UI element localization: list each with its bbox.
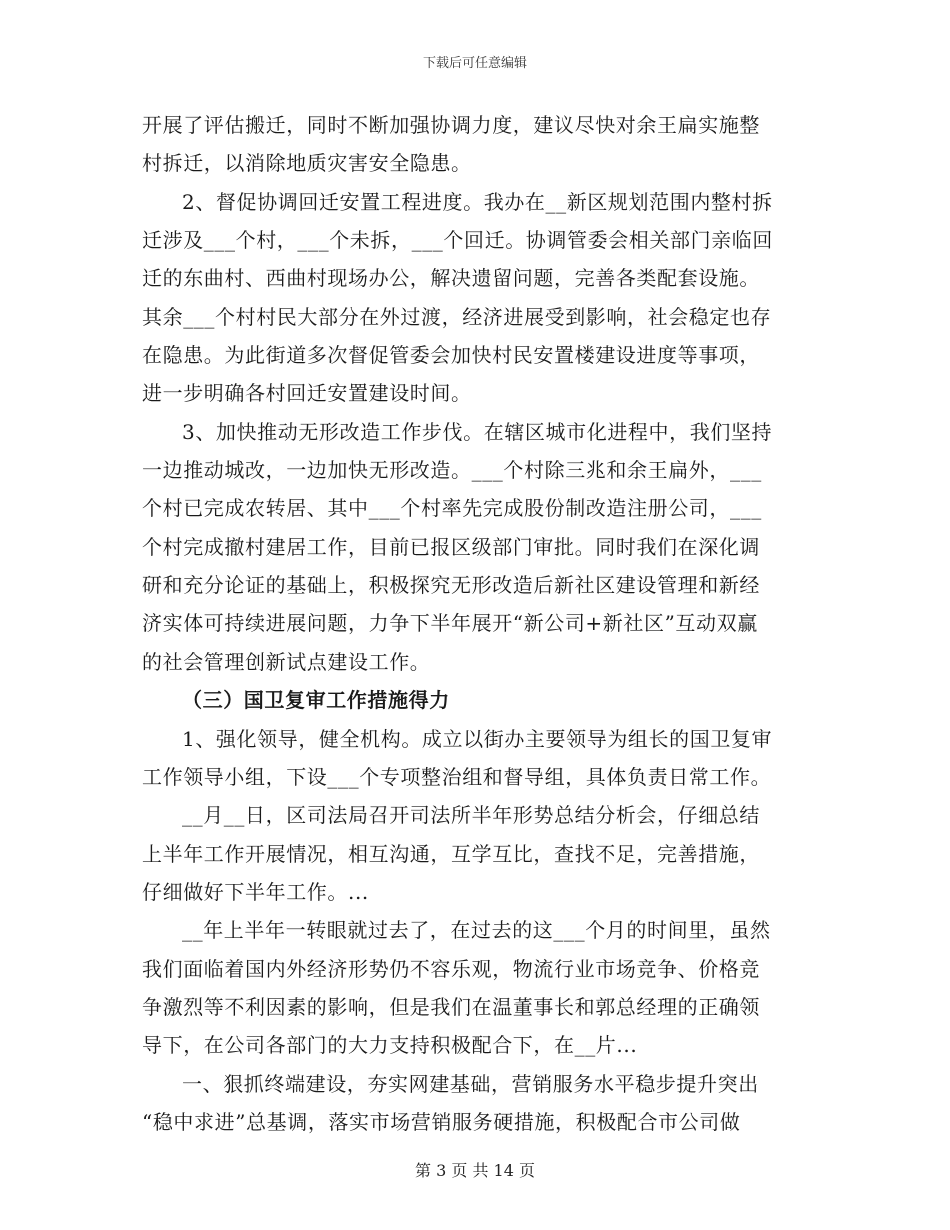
text-line: __月__日，区司法局召开司法所半年形势总结分析会，仔细总结 [182,803,760,828]
document-body [142,106,814,1141]
text-line: __年上半年一转眼就过去了，在过去的这___个月的时间里，虽然 [182,918,771,943]
text-line: 村拆迁，以消除地质灾害安全隐患。 [142,151,472,176]
text-line: 导下，在公司各部门的大力支持积极配合下，在__片... [142,1033,638,1058]
text-line: 进一步明确各村回迁安置建设时间。 [142,381,472,406]
section-heading: （三）国卫复审工作措施得力 [182,688,450,713]
text-line: 1、强化领导，健全机构。成立以街办主要领导为组长的国卫复审 [182,726,773,751]
text-line: 仔细做好下半年工作。... [142,879,369,904]
text-line: 2、督促协调回迁安置工程进度。我办在__新区规划范围内整村拆 [182,189,773,214]
text-line: 一边推动城改，一边加快无形改造。___个村除三兆和余王扁外，___ [142,458,762,483]
text-line: 工作领导小组，下设___个专项整治组和督导组，具体负责日常工作。 [142,764,772,789]
page-number: 第 3 页 共 14 页 [415,1161,535,1180]
text-line: 一、狠抓终端建设，夯实网建基础，营销服务水平稳步提升突出 [182,1071,759,1096]
text-line: 上半年工作开展情况，相互沟通，互学互比，查找不足，完善措施， [142,841,760,866]
text-line: 开展了评估搬迁，同时不断加强协调力度，建议尽快对余王扁实施整 [142,113,760,137]
text-line: 个村完成撤村建居工作，目前已报区级部门审批。同时我们在深化调 [142,534,760,559]
text-line: 迁涉及___个村，___个未拆，___个回迁。协调管委会相关部门亲临回 [142,228,773,253]
text-line: 个村已完成农转居、其中___个村率先完成股份制改造注册公司，___ [142,496,762,521]
text-line: “稳中求进”总基调，落实市场营销服务硬措施，积极配合市公司做 [142,1109,741,1134]
text-line: 在隐患。为此街道多次督促管委会加快村民安置楼建设进度等事项， [142,343,760,368]
text-line: 我们面临着国内外经济形势仍不容乐观，物流行业市场竞争、价格竞 [142,956,760,981]
text-line: 争激烈等不利因素的影响，但是我们在温董事长和郭总经理的正确领 [142,994,760,1019]
text-line: 的社会管理创新试点建设工作。 [142,649,431,674]
text-line: 济实体可持续进展问题，力争下半年展开“新公司+新社区”互动双赢 [142,611,758,636]
text-line: 3、加快推动无形改造工作步伐。在辖区城市化进程中，我们坚持 [182,419,773,444]
text-line: 迁的东曲村、西曲村现场办公，解决遗留问题，完善各类配套设施。 [142,266,760,291]
text-line: 其余___个村村民大部分在外过渡，经济进展受到影响，社会稳定也存 [142,304,772,329]
text-line: 研和充分论证的基础上，积极探究无形改造后新社区建设管理和新经 [142,573,760,598]
page-header: 下载后可任意编辑 [422,56,527,71]
